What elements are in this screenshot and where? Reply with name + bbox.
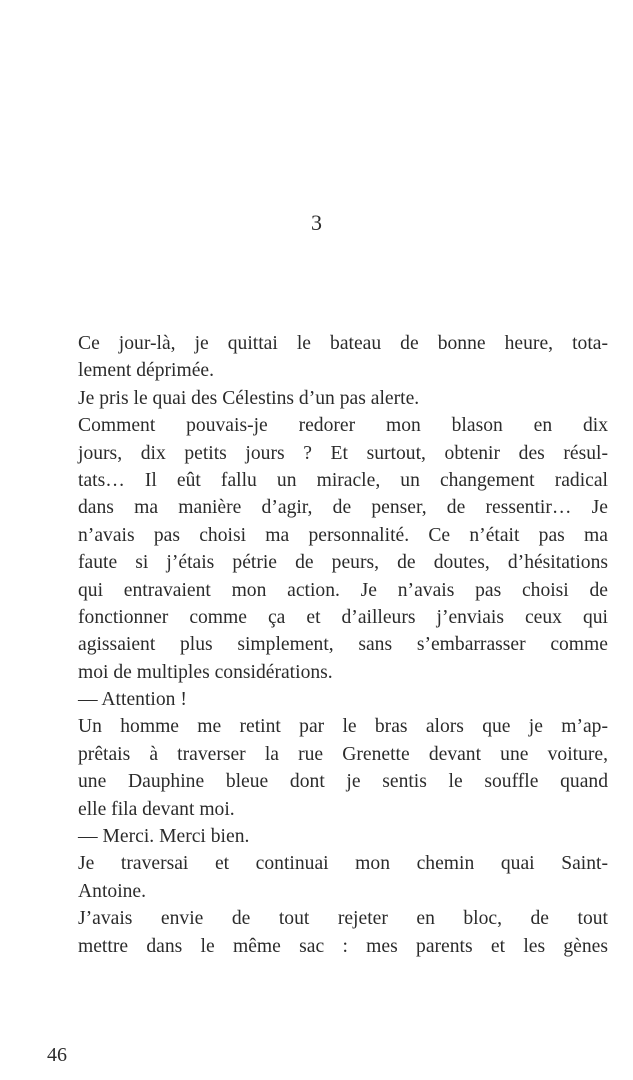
text-line: elle fila devant moi.: [78, 798, 235, 820]
text-line: qui entravaient mon action. Je n’avais pas choisi de: [78, 579, 608, 601]
text-line: une Dauphine bleue dont je sentis le souffle quand: [78, 771, 608, 793]
text-line: Ce jour-là, je quittai le bateau de bonne heure, tota-: [78, 333, 608, 354]
text-line: mettre dans le même sac : mes parents et les gènes: [78, 935, 608, 957]
chapter-number: 3: [311, 210, 322, 235]
text-line: Je traversai et continuai mon chemin quai Saint-: [78, 853, 608, 875]
text-line: Antoine.: [78, 880, 147, 902]
text-line: — Merci. Merci bien.: [78, 826, 250, 848]
text-line: fonctionner comme ça et d’ailleurs j’enviais ceux qui: [78, 606, 608, 628]
text-line: agissaient plus simplement, sans s’embarrasser comme: [78, 634, 608, 656]
text-line: Je pris le quai des Célestins d’un pas alerte.: [78, 387, 420, 409]
body-text: [78, 330, 608, 960]
text-line: jours, dix petits jours ? Et surtout, obtenir des résul-: [78, 442, 608, 464]
text-line: J’avais envie de tout rejeter en bloc, de tout: [78, 908, 608, 930]
text-line: moi de multiples considérations.: [78, 661, 333, 683]
text-line: lement déprimée.: [78, 360, 215, 382]
page-number: 46: [47, 1044, 67, 1066]
text-line: Un homme me retint par le bras alors que je m’ap-: [78, 716, 608, 738]
text-line: n’avais pas choisi ma personnalité. Ce n’était pas ma: [78, 524, 608, 546]
text-line: — Attention !: [78, 689, 187, 711]
text-line: prêtais à traverser la rue Grenette devant une voiture,: [78, 743, 608, 765]
text-line: faute si j’étais pétrie de peurs, de doutes, d’hésitations: [78, 552, 608, 574]
text-line: tats… Il eût fallu un miracle, un changement radical: [78, 469, 608, 491]
text-line: dans ma manière d’agir, de penser, de ressentir… Je: [78, 497, 608, 519]
text-line: Comment pouvais-je redorer mon blason en dix: [78, 415, 608, 437]
